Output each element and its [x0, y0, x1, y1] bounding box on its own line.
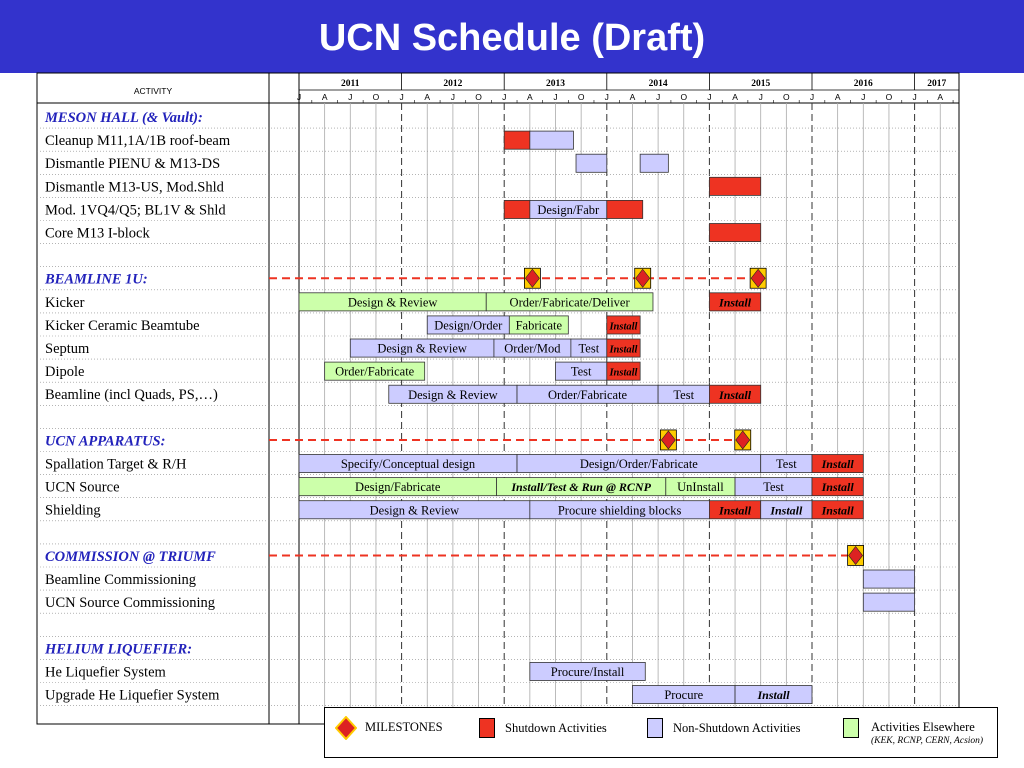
gantt-bar-label: Design/Order	[434, 318, 503, 333]
quarter-tick-label: J	[707, 92, 712, 102]
gantt-bar-label: Test	[673, 387, 695, 402]
gantt-bar	[576, 154, 607, 172]
quarter-tick-label: J	[604, 92, 609, 102]
quarter-tick-label: A	[937, 92, 944, 102]
quarter-tick-label: J	[809, 92, 815, 102]
gantt-bar-label: Install	[609, 367, 638, 379]
activity-label: Beamline (incl Quads, PS,…)	[45, 387, 218, 404]
gantt-bar-label: Design & Review	[408, 387, 498, 402]
legend-elsewhere-swatch	[843, 718, 859, 738]
year-label: 2017	[927, 79, 947, 89]
legend-milestones-label: MILESTONES	[365, 720, 443, 734]
section-label: MESON HALL (& Vault):	[45, 110, 203, 126]
quarter-tick-label: O	[475, 92, 482, 102]
gantt-bar-label: Design & Review	[377, 341, 467, 356]
quarter-tick-label: J	[912, 92, 917, 102]
section-label: UCN APPARATUS:	[45, 433, 166, 450]
gantt-bar-label: Install	[757, 688, 790, 703]
gantt-bar-label: Specify/Conceptual design	[340, 457, 476, 472]
activity-label: UCN Source	[45, 479, 120, 496]
activity-label: Core M13 I-block	[45, 225, 150, 242]
year-label: 2016	[853, 79, 873, 89]
activity-label: UCN Source Commissioning	[45, 595, 215, 612]
activity-label: Beamline Commissioning	[45, 572, 197, 588]
gantt-bar-label: Fabricate	[515, 318, 563, 333]
year-label: 2013	[546, 79, 565, 89]
quarter-tick-label: O	[680, 92, 688, 102]
gantt-bar-label: Order/Fabricate/Deliver	[509, 295, 630, 310]
year-label: 2015	[751, 79, 771, 89]
gantt-bar-label: Test	[578, 341, 600, 356]
gantt-bar-label: Install	[719, 387, 752, 402]
gantt-bar-label: Order/Fabricate	[335, 364, 415, 379]
gantt-bar	[607, 200, 643, 218]
gantt-bar-label: Test	[570, 364, 592, 379]
activity-label: Upgrade He Liquefier System	[45, 687, 220, 704]
gantt-bar-label: Order/Fabricate	[547, 387, 628, 402]
gantt-bar-label: Procure	[664, 688, 704, 703]
gantt-bar-label: Install	[770, 503, 803, 518]
gantt-bar	[863, 593, 914, 611]
quarter-tick-label: J	[861, 92, 866, 102]
gantt-bar-label: Test	[776, 457, 797, 472]
year-label: 2014	[648, 79, 668, 89]
gantt-bar-label: Install	[609, 344, 638, 356]
quarter-tick-label: J	[296, 92, 302, 102]
gantt-bar-label: Procure shielding blocks	[557, 503, 682, 518]
legend-milestone-icon	[335, 716, 357, 740]
quarter-tick-label: A	[527, 92, 533, 102]
gantt-bar	[504, 200, 530, 218]
quarter-tick-label: A	[732, 92, 738, 102]
gantt-bar-label: Install	[821, 480, 854, 495]
activity-label: Kicker	[45, 294, 85, 311]
gantt-bar-label: Install	[719, 503, 752, 518]
quarter-tick-label: O	[783, 92, 790, 102]
gantt-bar-label: Install	[821, 503, 854, 518]
quarter-tick-label: J	[502, 92, 507, 102]
gantt-bar-label: Install	[821, 457, 854, 472]
gantt-bar-label: Test	[763, 480, 784, 495]
legend-elsewhere-note: (KEK, RCNP, CERN, Acsion)	[871, 736, 984, 746]
quarter-tick-label: J	[655, 92, 661, 102]
activity-label: Dipole	[45, 364, 85, 381]
quarter-tick-label: J	[348, 92, 353, 102]
year-label: 2012	[443, 79, 463, 89]
gantt-bar-label: Install	[719, 295, 752, 310]
gantt-bar-label: UnInstall	[677, 480, 724, 495]
gantt-bar-label: Design/Fabricate	[355, 480, 441, 495]
legend-non-shutdown-label: Non-Shutdown Activities	[673, 721, 801, 735]
legend-non-shutdown-swatch	[647, 718, 663, 738]
activity-label: Kicker Ceramic Beamtube	[45, 317, 200, 334]
activity-label: Septum	[45, 341, 90, 357]
quarter-tick-label: O	[372, 92, 380, 102]
legend-shutdown-label: Shutdown Activities	[505, 721, 607, 735]
gantt-bar-label: Order/Mod	[504, 341, 561, 356]
year-label: 2011	[341, 79, 360, 89]
legend	[324, 707, 998, 758]
activity-label: Cleanup M11,1A/1B roof-beam	[45, 133, 231, 150]
gantt-bar	[640, 154, 668, 172]
section-label: BEAMLINE 1U:	[45, 271, 148, 288]
gantt-bar-label: Procure/Install	[550, 664, 625, 679]
slide-title: UCN Schedule (Draft)	[318, 17, 706, 59]
activity-label: Dismantle M13-US, Mod.Shld	[45, 179, 224, 196]
gantt-bar	[863, 570, 914, 588]
gantt-bar-label: Design/Order/Fabricate	[579, 457, 698, 472]
activity-label: He Liquefier System	[45, 664, 166, 681]
activity-label: Shielding	[45, 502, 101, 519]
activity-header: ACTIVITY	[133, 86, 173, 96]
activity-label: Dismantle PIENU & M13-DS	[45, 156, 221, 173]
quarter-tick-label: O	[885, 92, 893, 102]
gantt-bar-label: Design/Fabr	[537, 202, 600, 217]
quarter-tick-label: A	[834, 92, 841, 102]
quarter-tick-label: J	[553, 92, 558, 102]
gantt-bar	[709, 224, 760, 242]
quarter-tick-label: J	[758, 92, 763, 102]
gantt-bar-label: Install/Test & Run @ RCNP	[511, 480, 651, 495]
activity-label: Spallation Target & R/H	[45, 456, 187, 473]
gantt-bar	[504, 131, 530, 149]
gantt-bar-label: Design & Review	[347, 295, 438, 310]
quarter-tick-label: A	[629, 92, 636, 102]
activity-label: Mod. 1VQ4/Q5; BL1V & Shld	[45, 202, 226, 219]
quarter-tick-label: O	[577, 92, 585, 102]
legend-elsewhere-label: Activities Elsewhere	[871, 720, 975, 734]
gantt-bar-label: Design & Review	[369, 503, 460, 518]
gantt-bar	[709, 177, 760, 195]
quarter-tick-label: A	[321, 92, 328, 102]
quarter-tick-label: J	[450, 92, 456, 102]
legend-shutdown-swatch	[479, 718, 495, 738]
gantt-bar	[530, 131, 574, 149]
quarter-tick-label: J	[399, 92, 404, 102]
quarter-tick-label: A	[424, 92, 431, 102]
section-label: COMMISSION @ TRIUMF	[45, 548, 216, 565]
gantt-bar-label: Install	[609, 321, 638, 333]
section-label: HELIUM LIQUEFIER:	[45, 641, 193, 658]
